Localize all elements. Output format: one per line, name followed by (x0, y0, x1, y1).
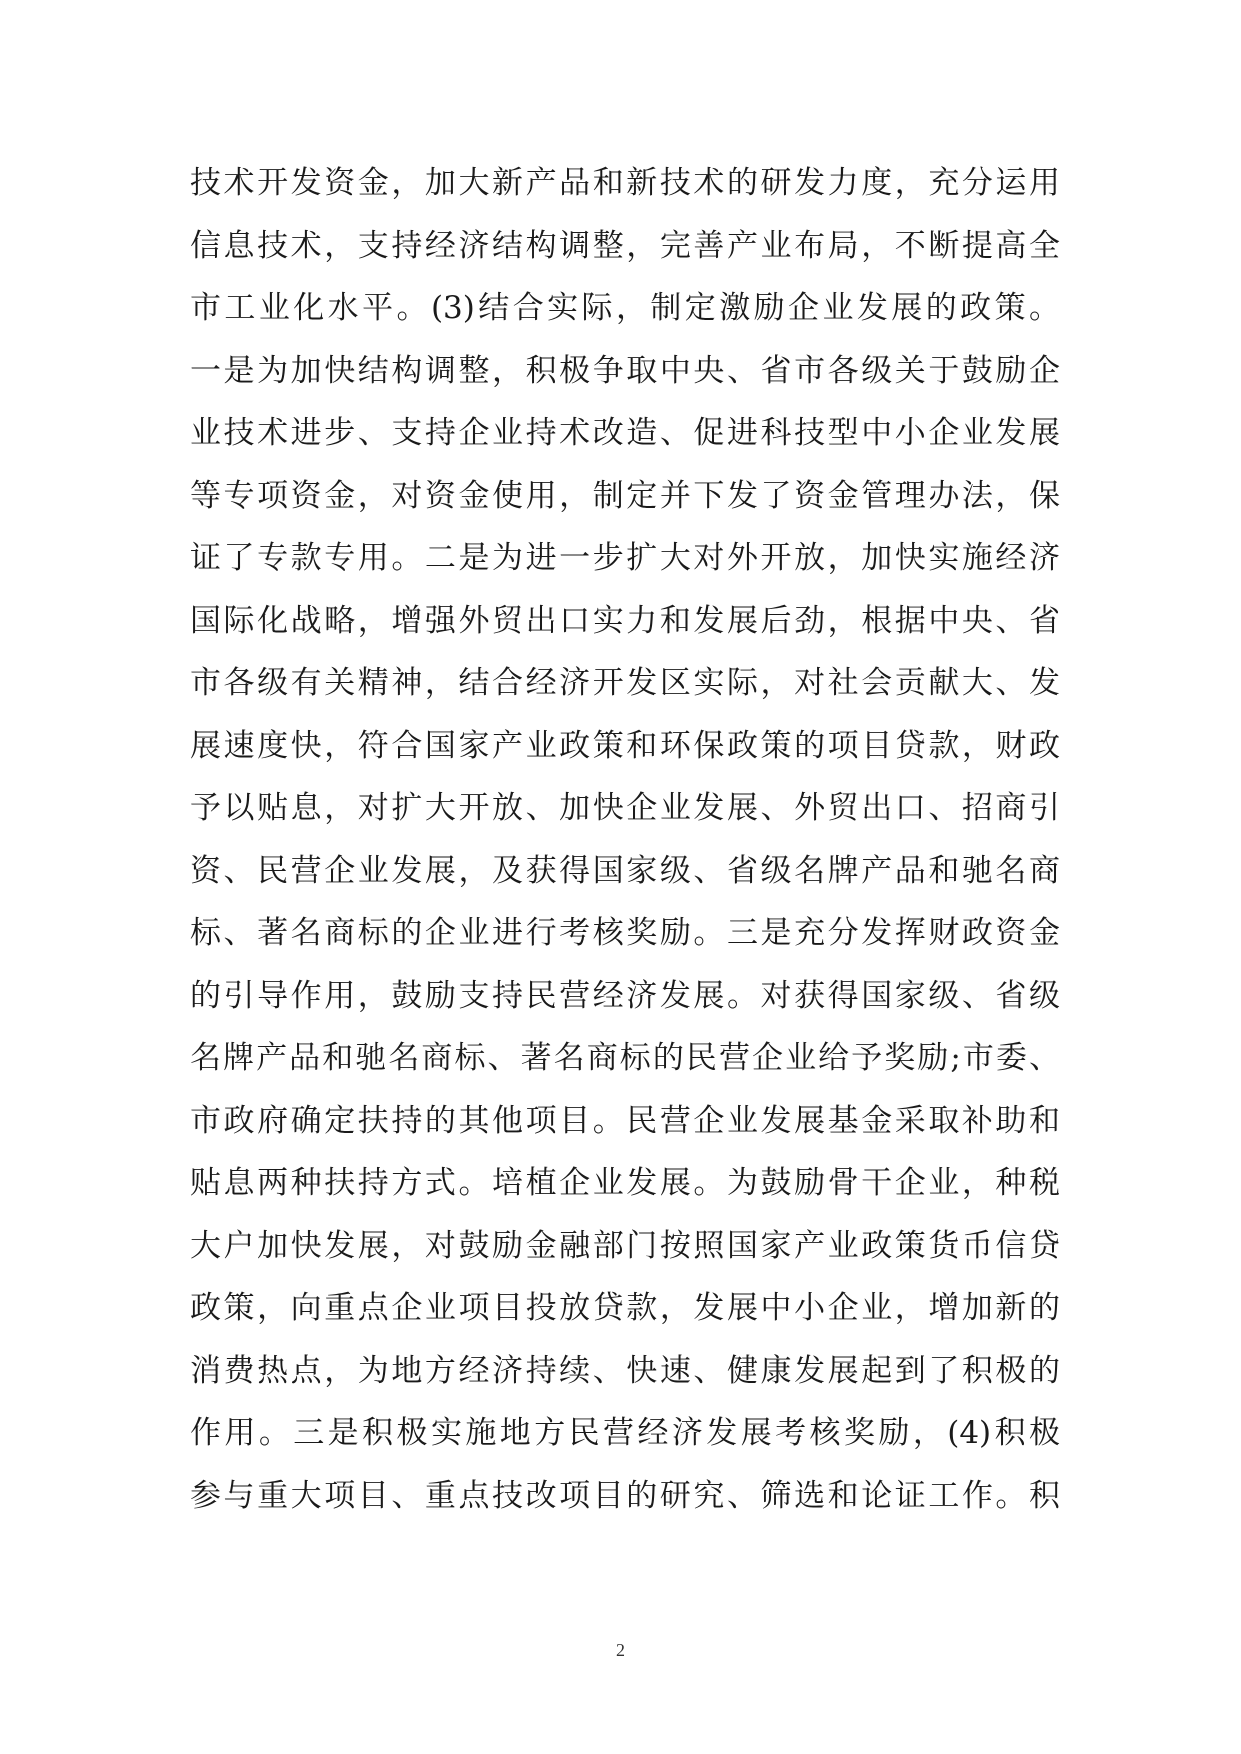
text-line: 消费热点，为地方经济持续、快速、健康发展起到了积极的 (190, 1352, 1060, 1389)
text-line: 资、民营企业发展，及获得国家级、省级名牌产品和驰名商 (190, 852, 1060, 889)
text-line: 大户加快发展，对鼓励金融部门按照国家产业政策货币信贷 (190, 1227, 1060, 1264)
text-line: 参与重大项目、重点技改项目的研究、筛选和论证工作。积 (190, 1477, 1060, 1514)
text-line: 信息技术，支持经济结构调整，完善产业布局，不断提高全 (190, 227, 1060, 264)
text-line: 市工业化水平。(3)结合实际，制定激励企业发展的政策。 (190, 290, 1060, 326)
page-number: 2 (616, 1640, 625, 1660)
text-line: 国际化战略，增强外贸出口实力和发展后劲，根据中央、省 (190, 602, 1060, 639)
text-line: 等专项资金，对资金使用，制定并下发了资金管理办法，保 (190, 477, 1060, 514)
text-line: 予以贴息，对扩大开放、加快企业发展、外贸出口、招商引 (190, 790, 1060, 826)
text-line: 作用。三是积极实施地方民营经济发展考核奖励，(4)积极 (190, 1415, 1060, 1451)
text-line: 证了专款专用。二是为进一步扩大对外开放，加快实施经济 (190, 540, 1060, 576)
text-line: 展速度快，符合国家产业政策和环保政策的项目贷款，财政 (190, 727, 1060, 764)
text-line: 业技术进步、支持企业持术改造、促进科技型中小企业发展 (190, 415, 1060, 451)
text-line: 贴息两种扶持方式。培植企业发展。为鼓励骨干企业，种税 (190, 1165, 1060, 1201)
text-line: 市各级有关精神，结合经济开发区实际，对社会贡献大、发 (190, 665, 1060, 701)
text-line: 市政府确定扶持的其他项目。民营企业发展基金采取补助和 (190, 1102, 1060, 1139)
text-line: 一是为加快结构调整，积极争取中央、省市各级关于鼓励企 (190, 352, 1060, 389)
body-text (190, 152, 1060, 1527)
text-line: 名牌产品和驰名商标、著名商标的民营企业给予奖励;市委、 (190, 1040, 1060, 1076)
text-line: 的引导作用，鼓励支持民营经济发展。对获得国家级、省级 (190, 977, 1060, 1014)
text-line: 技术开发资金，加大新产品和新技术的研发力度，充分运用 (190, 165, 1060, 201)
text-line: 标、著名商标的企业进行考核奖励。三是充分发挥财政资金 (190, 915, 1060, 951)
text-line: 政策，向重点企业项目投放贷款，发展中小企业，增加新的 (190, 1290, 1060, 1326)
